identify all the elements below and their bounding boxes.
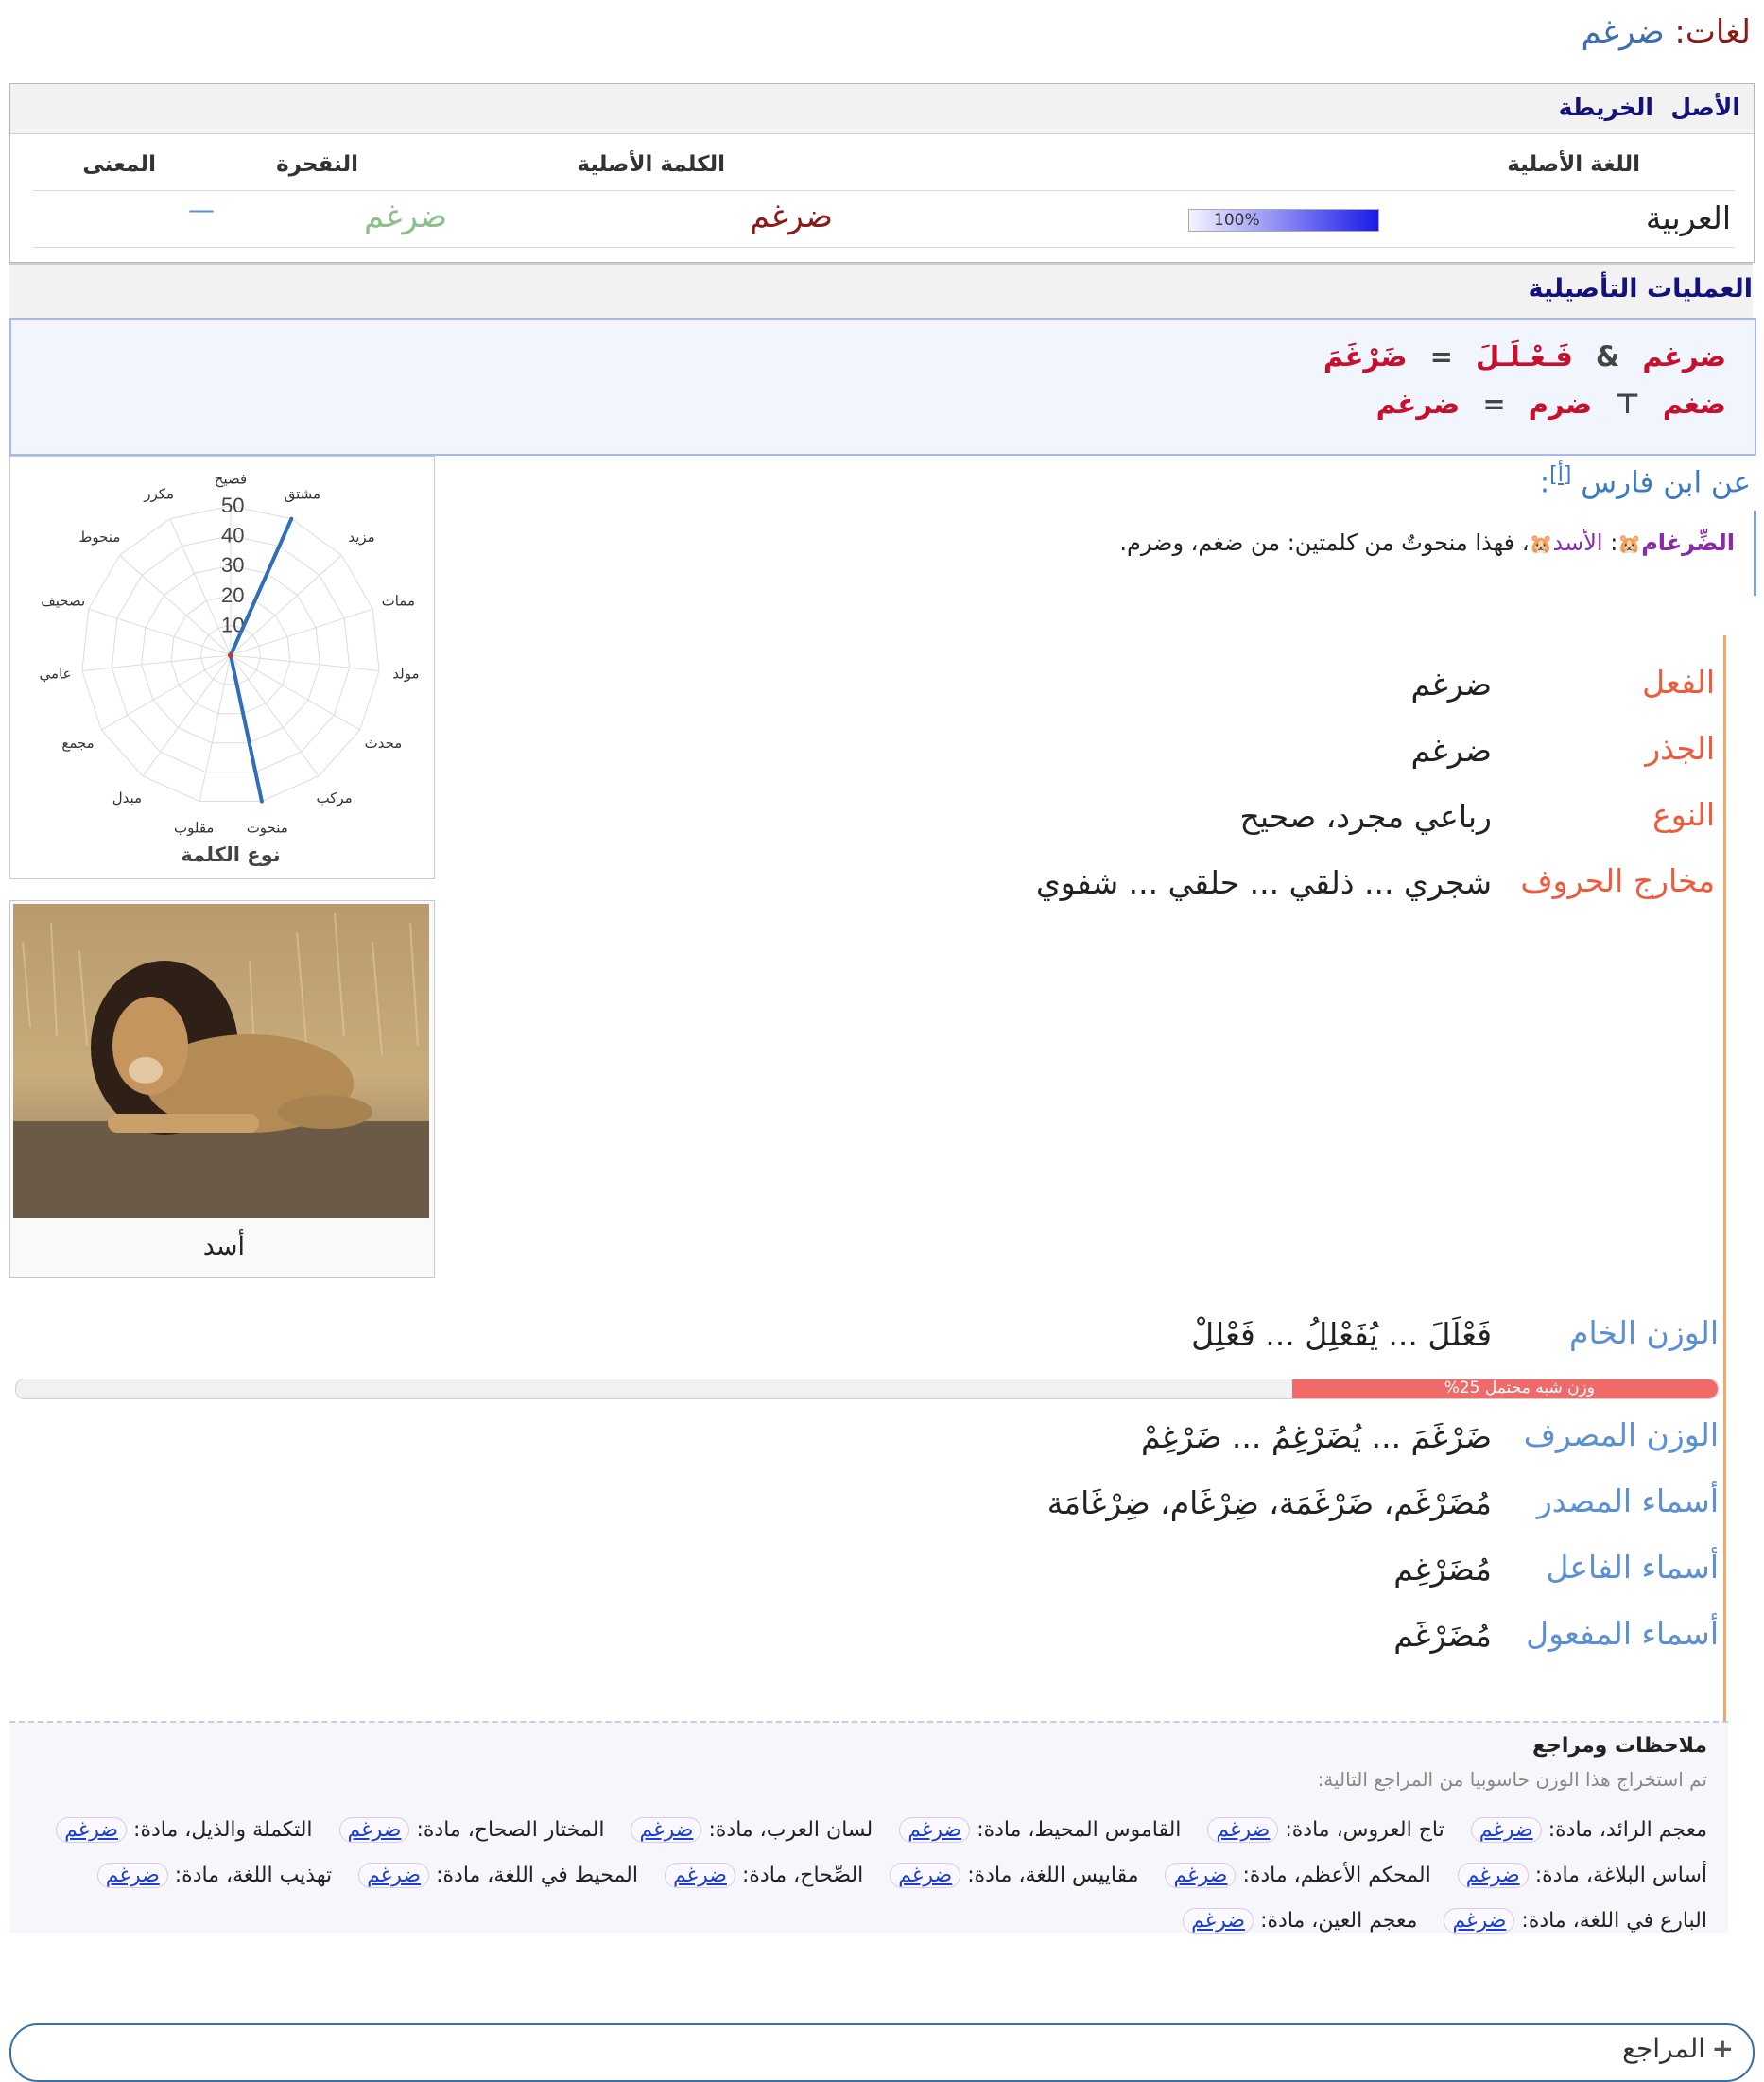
references-toggle[interactable] <box>9 2023 1755 2082</box>
etym-operator: ⊤ <box>1615 388 1640 420</box>
radar-axis-label: عامي <box>39 665 72 683</box>
source-link[interactable]: ضرغم <box>1471 1817 1542 1843</box>
source-link[interactable]: ضرغم <box>1444 1908 1514 1934</box>
sources-list <box>25 1808 1707 1944</box>
hamster-icon[interactable]: 🐹 <box>1529 532 1553 555</box>
row-divider <box>33 247 1735 248</box>
radar-spoke <box>120 555 231 655</box>
prop-label-articulation: مخارج الحروف <box>1520 862 1715 899</box>
etymology-line-1 <box>1323 340 1726 373</box>
quote-headword: الضِّرغام <box>1641 529 1735 556</box>
source-link[interactable]: ضرغم <box>1183 1908 1254 1934</box>
notes-references <box>9 1721 1728 1933</box>
origin-percent-text: 100% <box>1214 211 1260 230</box>
word-type-radar <box>9 456 435 879</box>
radar-axis-label: ممات <box>381 592 416 610</box>
morph-value-masdar: مُضَرْغَم، ضَرْغَمَة، ضِرْغَام، ضِرْغَامَة <box>1046 1484 1492 1521</box>
morph-label-active: أسماء الفاعل <box>1546 1549 1719 1586</box>
source-item: المحيط في اللغة، مادة: ضرغم <box>358 1863 638 1888</box>
etym-operator: & <box>1595 340 1620 373</box>
source-link[interactable]: ضرغم <box>1458 1863 1529 1888</box>
origin-table <box>9 83 1755 263</box>
notes-subtitle: تم استخراج هذا الوزن حاسوبيا من المراجع التالية: <box>1317 1768 1707 1791</box>
raw-weight-value: فَعْلَلَ ... يُفَعْلِلُ ... فَعْلِلْ <box>1191 1316 1492 1353</box>
morph-label-masdar: أسماء المصدر <box>1536 1483 1719 1519</box>
image-caption: أسد <box>202 1232 245 1261</box>
radar-axis-label: منحوت <box>246 819 288 837</box>
origin-language-value: العربية <box>1645 200 1731 236</box>
expand-icon[interactable]: + <box>1711 2033 1734 2064</box>
origin-word-value: ضرغم <box>749 198 833 235</box>
source-link[interactable]: ضرغم <box>899 1817 970 1843</box>
etym-term: ضرغم <box>1642 340 1726 373</box>
source-link[interactable]: ضرغم <box>1207 1817 1278 1843</box>
title-word: ضرغم <box>1581 13 1665 51</box>
radar-title: نوع الكلمة <box>181 843 281 866</box>
source-link[interactable]: ضرغم <box>97 1863 168 1888</box>
source-item: التكملة والذيل، مادة: ضرغم <box>56 1817 312 1843</box>
morph-value-passive: مُضَرْغَم <box>1393 1617 1492 1654</box>
source-item: أساس البلاغة، مادة: ضرغم <box>1458 1863 1707 1888</box>
weight-confidence-text: وزن شبه محتمل 25% <box>1444 1379 1595 1397</box>
references-label: المراجع <box>1622 2033 1705 2064</box>
etym-equals: = <box>1482 388 1506 420</box>
prop-label-type: النوع <box>1652 796 1715 833</box>
source-item: المختار الصحاح، مادة: ضرغم <box>339 1817 605 1843</box>
ibn-faris-title <box>1540 460 1751 499</box>
radar-axis-label: مشتق <box>284 485 321 503</box>
source-link[interactable]: ضرغم <box>56 1817 127 1843</box>
source-item: مقاييس اللغة، مادة: ضرغم <box>890 1863 1138 1888</box>
morph-label-conjugated: الوزن المصرف <box>1523 1416 1719 1453</box>
source-link[interactable]: ضرغم <box>1165 1863 1236 1888</box>
radar-axis-label: تصحيف <box>41 592 86 610</box>
quote-rest: ، فهذا منحوتٌ من كلمتين: من ضغم، وضرم. <box>1119 529 1530 556</box>
ibn-faris-quote <box>770 511 1756 596</box>
source-link[interactable]: ضرغم <box>890 1863 960 1888</box>
radar-axis-label: مزيد <box>348 529 375 547</box>
source-link[interactable]: ضرغم <box>339 1817 410 1843</box>
radar-tick-label: 40 <box>221 523 245 547</box>
etym-term: ضرم <box>1528 388 1593 420</box>
radar-axis-label: محدث <box>364 735 403 753</box>
radar-center-point <box>228 652 233 658</box>
radar-tick-label: 50 <box>221 494 245 517</box>
radar-axis-label: مقلوب <box>174 819 215 837</box>
radar-spoke <box>231 609 372 655</box>
radar-tick-label: 30 <box>221 553 245 578</box>
radar-axis-label: مبدل <box>112 789 143 807</box>
source-item: تهذيب اللغة، مادة: ضرغم <box>97 1863 332 1888</box>
tab-origin[interactable]: الأصل <box>1670 94 1740 121</box>
notes-title: ملاحظات ومراجع <box>1531 1734 1707 1758</box>
ibn-faris-ref-link[interactable]: [أ] <box>1549 463 1572 487</box>
hamster-icon[interactable]: 🐹 <box>1617 532 1642 555</box>
col-origin-language: اللغة الأصلية <box>1507 152 1640 177</box>
prop-label-root: الجذر <box>1645 730 1715 767</box>
lion-image <box>13 904 429 1218</box>
weight-confidence-fill <box>1292 1379 1718 1398</box>
etym-result: ضَرْغَمَ <box>1323 340 1408 373</box>
source-item: المحكم الأعظم، مادة: ضرغم <box>1165 1863 1430 1888</box>
radar-axis-label: منحوط <box>78 529 121 547</box>
etymology-line-2 <box>1376 388 1726 420</box>
etym-result: ضرغم <box>1375 388 1461 420</box>
source-link[interactable]: ضرغم <box>631 1817 701 1843</box>
source-item: لسان العرب، مادة: ضرغم <box>631 1817 873 1843</box>
ibn-faris-label: عن ابن فارس <box>1581 465 1751 500</box>
source-item: الصِّحاح، مادة: ضرغم <box>665 1863 863 1888</box>
radar-spoke <box>231 555 341 655</box>
etym-equals: = <box>1429 340 1453 373</box>
etym-pattern: فَـعْـلَـلَ <box>1476 340 1573 373</box>
page-title <box>1582 13 1751 51</box>
radar-spoke <box>89 609 231 655</box>
etymology-title: العمليات التأصيلية <box>1528 274 1753 304</box>
raw-weight-label: الوزن الخام <box>1569 1314 1719 1351</box>
prop-value-type: رباعي مجرد، صحيح <box>1239 798 1492 835</box>
source-link[interactable]: ضرغم <box>665 1863 735 1888</box>
radar-axis-label: مجمع <box>61 735 95 753</box>
morph-value-active: مُضَرْغِم <box>1393 1551 1492 1588</box>
morph-value-conjugated: ضَرْغَمَ ... يُضَرْغِمُ ... ضَرْغِمْ <box>1140 1418 1492 1455</box>
meaning-value: — <box>188 194 215 225</box>
etymology-header <box>9 263 1753 318</box>
etym-term: ضغم <box>1662 388 1726 420</box>
prop-label-verb: الفعل <box>1642 664 1715 701</box>
radar-axis-label: فصيح <box>214 470 248 488</box>
source-item: معجم العين، مادة: ضرغم <box>1183 1908 1417 1934</box>
etymology-box <box>9 318 1756 456</box>
quote-gloss: الأسد <box>1552 529 1603 556</box>
prop-value-root: ضرغم <box>1410 732 1492 769</box>
prop-value-verb: ضرغم <box>1410 666 1492 703</box>
origin-percent-bar <box>1188 209 1379 232</box>
source-link[interactable]: ضرغم <box>358 1863 429 1888</box>
lion-figure <box>9 900 435 1278</box>
radar-axis-label: مولد <box>392 665 420 683</box>
ibn-faris-colon: : <box>1539 465 1550 500</box>
source-item: القاموس المحيط، مادة: ضرغم <box>899 1817 1181 1843</box>
radar-tick-label: 20 <box>221 582 245 607</box>
title-prefix: لغات: <box>1674 13 1751 51</box>
source-item: البارع في اللغة، مادة: ضرغم <box>1444 1908 1707 1934</box>
col-origin-word: الكلمة الأصلية <box>577 152 725 177</box>
source-item: تاج العروس، مادة: ضرغم <box>1207 1817 1444 1843</box>
radar-tick-label: 10 <box>221 613 245 637</box>
radar-chart <box>10 457 434 878</box>
tab-map[interactable]: الخريطة <box>1558 94 1653 121</box>
origin-tabs <box>10 84 1754 134</box>
transliteration-value: ضرغم <box>363 198 447 235</box>
col-transliteration: النقحرة <box>276 152 358 177</box>
col-meaning: المعنى <box>82 152 156 177</box>
weight-confidence-bar <box>15 1379 1719 1399</box>
quote-line <box>1119 529 1735 556</box>
morph-label-passive: أسماء المفعول <box>1526 1615 1719 1652</box>
radar-axis-label: مكرر <box>144 485 175 503</box>
quote-colon: : <box>1610 529 1618 556</box>
row-divider <box>33 190 1735 191</box>
prop-value-articulation: شجري ... ذلقي ... حلقي ... شفوي <box>1035 864 1492 901</box>
source-item: معجم الرائد، مادة: ضرغم <box>1471 1817 1707 1843</box>
radar-axis-label: مركب <box>316 789 353 807</box>
